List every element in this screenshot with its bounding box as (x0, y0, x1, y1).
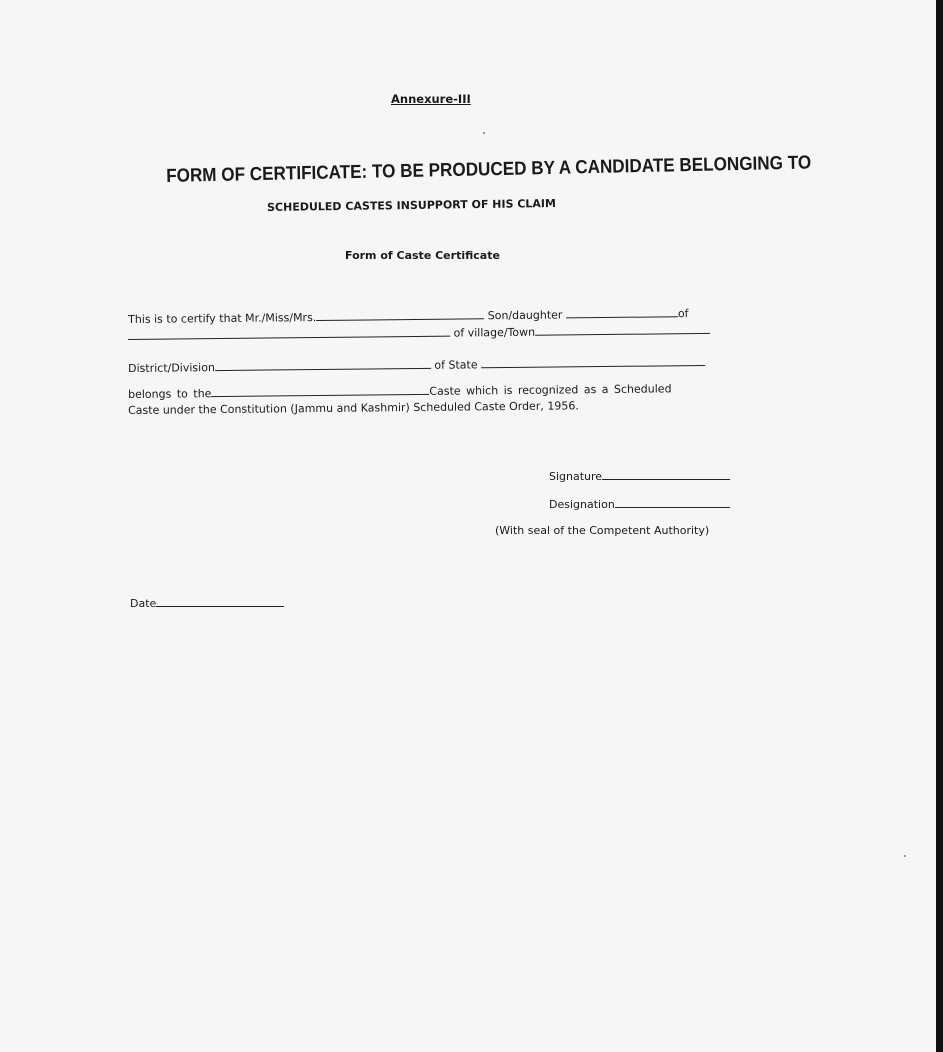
caste-line (128, 380, 672, 401)
signature-label: Signature (549, 470, 603, 483)
name-blank (316, 307, 484, 321)
scan-speck (904, 855, 906, 857)
signature-blank (602, 468, 730, 480)
village-blank (535, 322, 710, 336)
caste-recognized-text: Caste which is recognized as a Scheduled (429, 382, 672, 398)
designation-label: Designation (549, 498, 615, 511)
signature-line (549, 468, 730, 483)
district-line (128, 354, 705, 375)
son-daughter-label: Son/daughter (487, 308, 563, 323)
state-label: of State (434, 358, 478, 372)
designation-blank (615, 496, 730, 508)
caste-blank (211, 383, 429, 397)
designation-line (549, 496, 730, 511)
seal-note: (With seal of the Competent Authority) (495, 524, 710, 537)
belongs-label: belongs to the (128, 387, 212, 401)
state-blank (481, 354, 705, 368)
parent-name-blank (566, 305, 678, 318)
constitution-line: Caste under the Constitution (Jammu and Kashmir) Scheduled Caste Order, 1956. (128, 399, 579, 417)
certificate-title: FORM OF CERTIFICATE: TO BE PRODUCED BY A CANDIDATE BELONGING TO (166, 152, 812, 187)
scan-speck (483, 132, 485, 134)
scan-edge (936, 0, 943, 1052)
date-blank (156, 595, 284, 607)
village-town-label: of village/Town (453, 325, 536, 340)
date-label: Date (130, 597, 157, 610)
address-blank (128, 325, 450, 340)
district-label: District/Division (128, 361, 215, 375)
date-line (130, 595, 284, 610)
form-title: Form of Caste Certificate (345, 249, 500, 262)
certify-prefix: This is to certify that Mr./Miss/Mrs. (128, 311, 317, 326)
annexure-heading: Annexure-III (391, 92, 471, 106)
district-blank (215, 357, 431, 371)
certificate-subtitle: SCHEDULED CASTES INSUPPORT OF HIS CLAIM (267, 196, 557, 214)
of-label: of (677, 307, 689, 321)
